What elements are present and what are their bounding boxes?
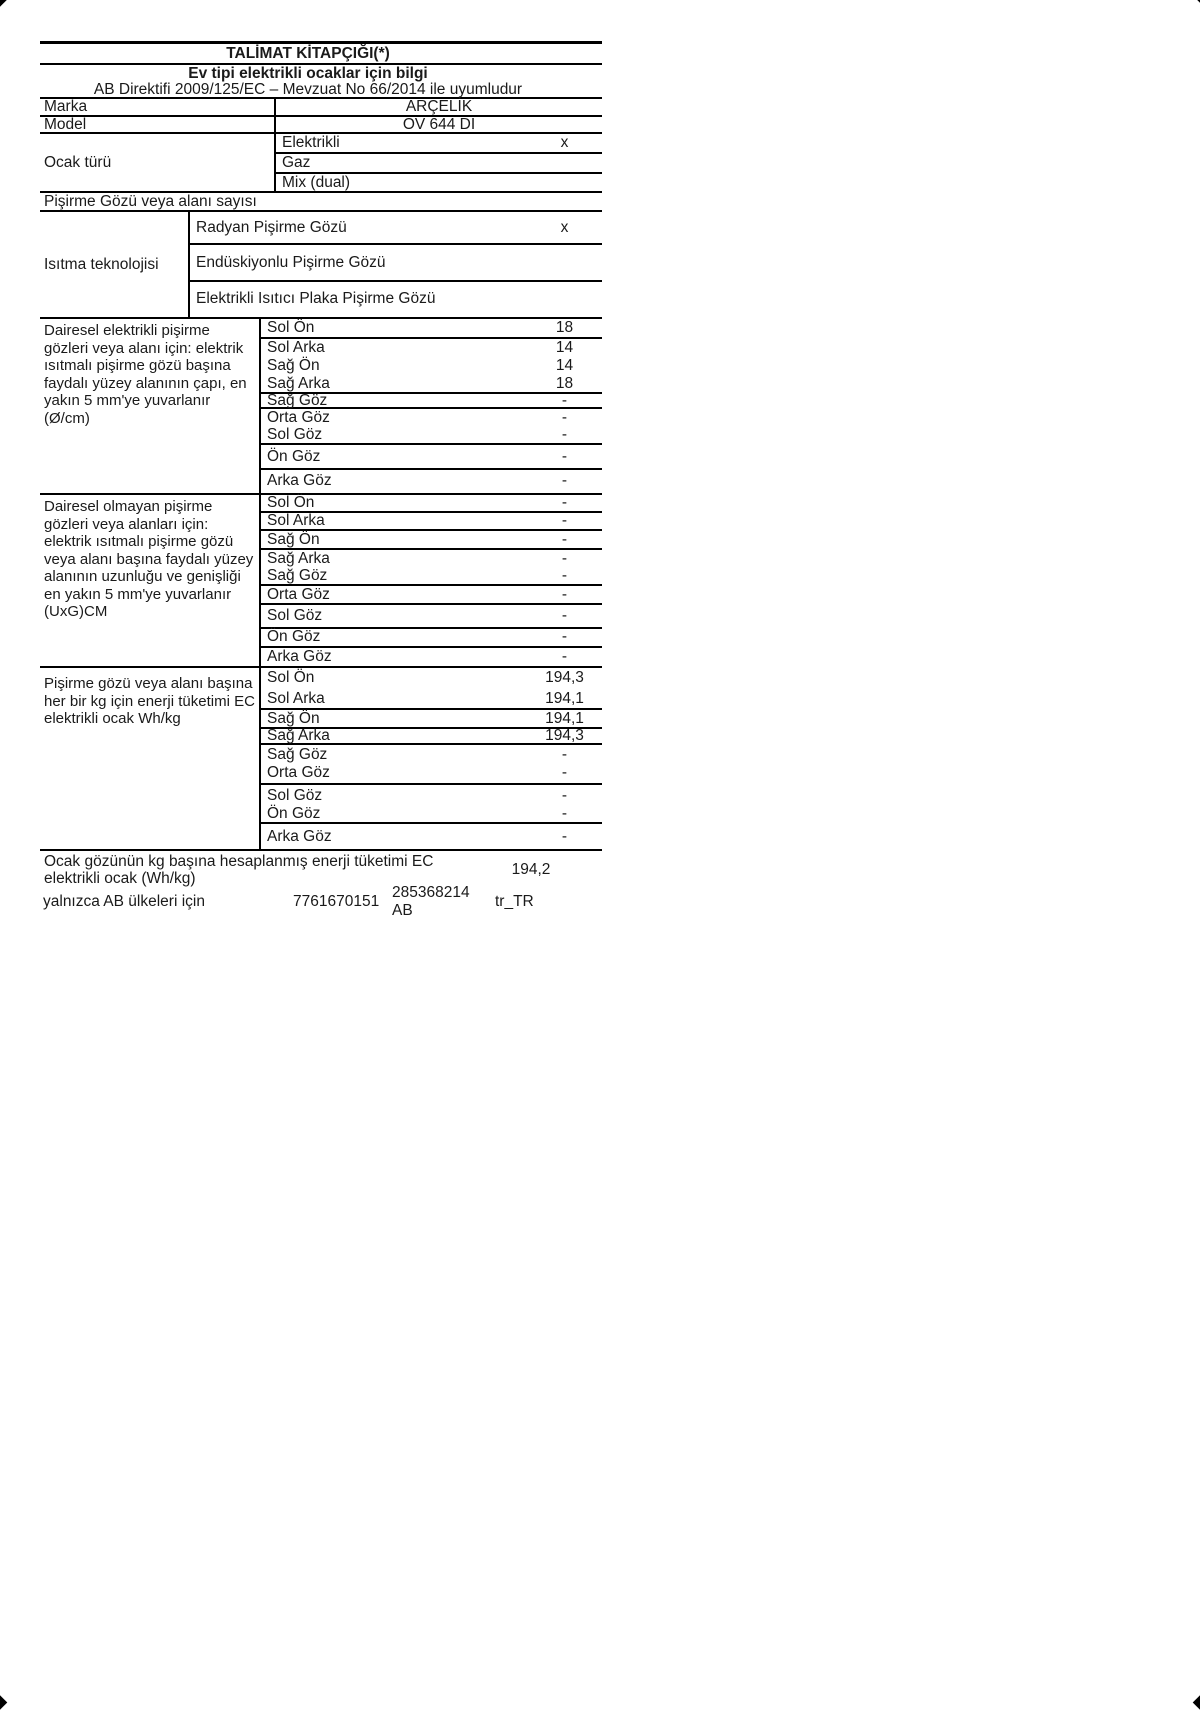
- table-row: [261, 745, 602, 764]
- table-row: [261, 445, 602, 469]
- model-value: OV 644 DI: [274, 117, 602, 132]
- zone-value: 18: [555, 319, 574, 337]
- total-energy-label: Ocak gözünün kg başına hesaplanmış enerji tüketimi EC elektrikli ocak (Wh/kg): [44, 852, 434, 887]
- zone-value: 18: [555, 374, 574, 392]
- table-row: [261, 427, 602, 445]
- zone-label: Sol Ön: [267, 319, 315, 337]
- heating-tech-options: [188, 212, 602, 317]
- table-row: [190, 212, 602, 245]
- zone-value: 14: [555, 357, 574, 375]
- zone-label: Ön Göz: [267, 628, 321, 646]
- section-label: Pişirme gözü veya alanı başına her bir kg için enerji tüketimi EC elektrikli ocak Wh/kg: [44, 675, 255, 727]
- page-corner-mark: [1193, 1695, 1200, 1710]
- directive-line: AB Direktifi 2009/125/EC – Mevzuat No 66/2014 ile uyumludur: [40, 82, 602, 99]
- brand-row: [40, 99, 602, 117]
- zone-value: 194,3: [545, 669, 584, 687]
- footer-row: [40, 884, 602, 919]
- zone-label: Ön Göz: [267, 447, 321, 465]
- table-row: [261, 568, 602, 586]
- table-row: [190, 282, 602, 317]
- zone-label: Orta Göz: [267, 764, 330, 782]
- option-mark: x: [560, 218, 569, 236]
- zone-label: Sağ Ön: [267, 530, 320, 548]
- zone-label: Orta Göz: [267, 585, 330, 603]
- table-row: [276, 134, 602, 154]
- zone-label: Orta Göz: [267, 409, 330, 427]
- table-row: [261, 629, 602, 648]
- hob-type-options: [274, 134, 602, 191]
- table-row: [261, 391, 602, 409]
- zone-value: -: [561, 567, 568, 584]
- option-mark: x: [560, 134, 569, 151]
- zone-value: -: [561, 409, 568, 427]
- section-rows: [259, 495, 602, 666]
- footer-code-2: 285368214 AB: [392, 884, 470, 919]
- table-row: [261, 513, 602, 531]
- zone-value: -: [561, 764, 568, 782]
- zone-label: Sol Ön: [267, 669, 315, 687]
- table-row: [261, 806, 602, 824]
- zone-label: Arka Göz: [267, 827, 332, 845]
- table-row: [261, 550, 602, 568]
- zone-value: 194,1: [545, 709, 584, 727]
- heating-tech-block: [40, 212, 602, 319]
- noncircular-zones-section: [40, 495, 602, 668]
- table-row: [261, 470, 602, 493]
- zones-count-row: Pişirme Gözü veya alanı sayısı: [40, 193, 602, 212]
- total-energy-value: 194,2: [511, 861, 551, 878]
- zone-value: -: [561, 512, 568, 529]
- table-row: [261, 729, 602, 745]
- zone-label: Sağ Ön: [267, 357, 320, 375]
- circular-zones-section: [40, 319, 602, 495]
- zone-label: Sol Arka: [267, 512, 325, 529]
- table-row: [261, 495, 602, 513]
- table-row: [261, 668, 602, 689]
- zone-value: -: [561, 447, 568, 465]
- zone-label: Sağ Arka: [267, 727, 330, 745]
- table-row: [261, 586, 602, 605]
- zone-value: -: [561, 391, 568, 409]
- option-label: Gaz: [282, 154, 311, 171]
- zone-label: Sağ Göz: [267, 745, 328, 763]
- zone-label: Arka Göz: [267, 647, 332, 665]
- table-row: [261, 339, 602, 357]
- total-energy-row: [40, 851, 602, 889]
- zone-value: -: [561, 426, 568, 444]
- section-label: Dairesel elektrikli pişirme gözleri veya alanı için: elektrik ısıtmalı pişirme gözü başına faydalı yüzey alanının çapı, en yakın 5 mm'ye yuvarlanır (Ø/cm): [44, 322, 247, 427]
- zone-label: Sağ Göz: [267, 567, 328, 584]
- table-row: [261, 785, 602, 807]
- table-row: [261, 824, 602, 849]
- zone-label: Sol Göz: [267, 786, 323, 804]
- page-corner-mark: [0, 1695, 7, 1710]
- zone-value: 14: [555, 339, 574, 357]
- footer-code-1: 7761670151: [293, 893, 380, 910]
- energy-per-zone-section: [40, 668, 602, 851]
- table-row: [261, 648, 602, 666]
- zone-value: -: [561, 786, 568, 804]
- footer-label: yalnızca AB ülkeleri için: [43, 893, 205, 910]
- option-label: Elektrikli Isıtıcı Plaka Pişirme Gözü: [196, 290, 436, 308]
- table-row: [261, 764, 602, 785]
- zone-label: Sol Arka: [267, 689, 325, 707]
- table-row: [276, 154, 602, 174]
- table-row: [261, 689, 602, 711]
- model-row: [40, 117, 602, 134]
- zone-label: Sol Ön: [267, 494, 315, 511]
- table-row: [261, 531, 602, 550]
- zone-value: -: [561, 647, 568, 665]
- page-subtitle: Ev tipi elektrikli ocaklar için bilgi: [188, 64, 428, 82]
- zone-value: -: [561, 585, 568, 603]
- zone-value: 194,1: [545, 689, 584, 707]
- zone-value: -: [561, 805, 568, 823]
- section-rows: [259, 319, 602, 493]
- zone-label: Sağ Arka: [267, 550, 330, 567]
- option-label: Radyan Pişirme Gözü: [196, 218, 347, 236]
- zone-value: -: [561, 530, 568, 548]
- zone-label: Sağ Ön: [267, 709, 320, 727]
- option-label: Elektrikli: [282, 134, 340, 151]
- table-row: [190, 245, 602, 281]
- zone-label: Sağ Arka: [267, 374, 330, 392]
- zone-label: Sol Göz: [267, 606, 323, 624]
- zone-value: -: [561, 745, 568, 763]
- option-label: Endüskiyonlu Pişirme Gözü: [196, 253, 386, 271]
- table-row: [276, 174, 602, 192]
- hob-type-label: Ocak türü: [44, 153, 112, 171]
- zone-value: -: [561, 550, 568, 567]
- page-corner-mark: [0, 0, 7, 7]
- zone-label: Arka Göz: [267, 472, 332, 490]
- zone-value: -: [561, 606, 568, 624]
- spec-table: [40, 41, 602, 919]
- zone-value: -: [561, 827, 568, 845]
- zone-label: Ön Göz: [267, 805, 321, 823]
- zone-value: 194,3: [545, 727, 584, 745]
- zone-label: Sol Arka: [267, 339, 325, 357]
- zone-value: -: [561, 628, 568, 646]
- option-label: Mix (dual): [282, 174, 351, 191]
- hob-type-block: [40, 134, 602, 193]
- zone-value: -: [561, 472, 568, 490]
- brand-label: Marka: [44, 98, 88, 115]
- zone-label: Sol Göz: [267, 426, 323, 444]
- footer-locale: tr_TR: [495, 893, 534, 910]
- page-title: TALİMAT KİTAPÇIĞI(*): [40, 44, 602, 65]
- table-row: [261, 409, 602, 427]
- table-row: [261, 605, 602, 629]
- page-corner-mark: [1195, 0, 1200, 5]
- section-rows: [259, 668, 602, 849]
- zone-value: -: [561, 494, 568, 511]
- heating-tech-label: Isıtma teknolojisi: [44, 255, 159, 273]
- section-label: Dairesel olmayan pişirme gözleri veya alanları için: elektrik ısıtmalı pişirme gözü veya alanı başına faydalı yüzey alanının uzunluğu ve genişliği en yakın 5 mm'ye yuvarlanır (UxG)CM: [44, 498, 254, 620]
- model-label: Model: [44, 115, 87, 133]
- table-row: [261, 319, 602, 339]
- brand-value: ARÇELİK: [274, 99, 602, 115]
- table-row: [261, 357, 602, 375]
- zone-label: Sağ Göz: [267, 391, 328, 409]
